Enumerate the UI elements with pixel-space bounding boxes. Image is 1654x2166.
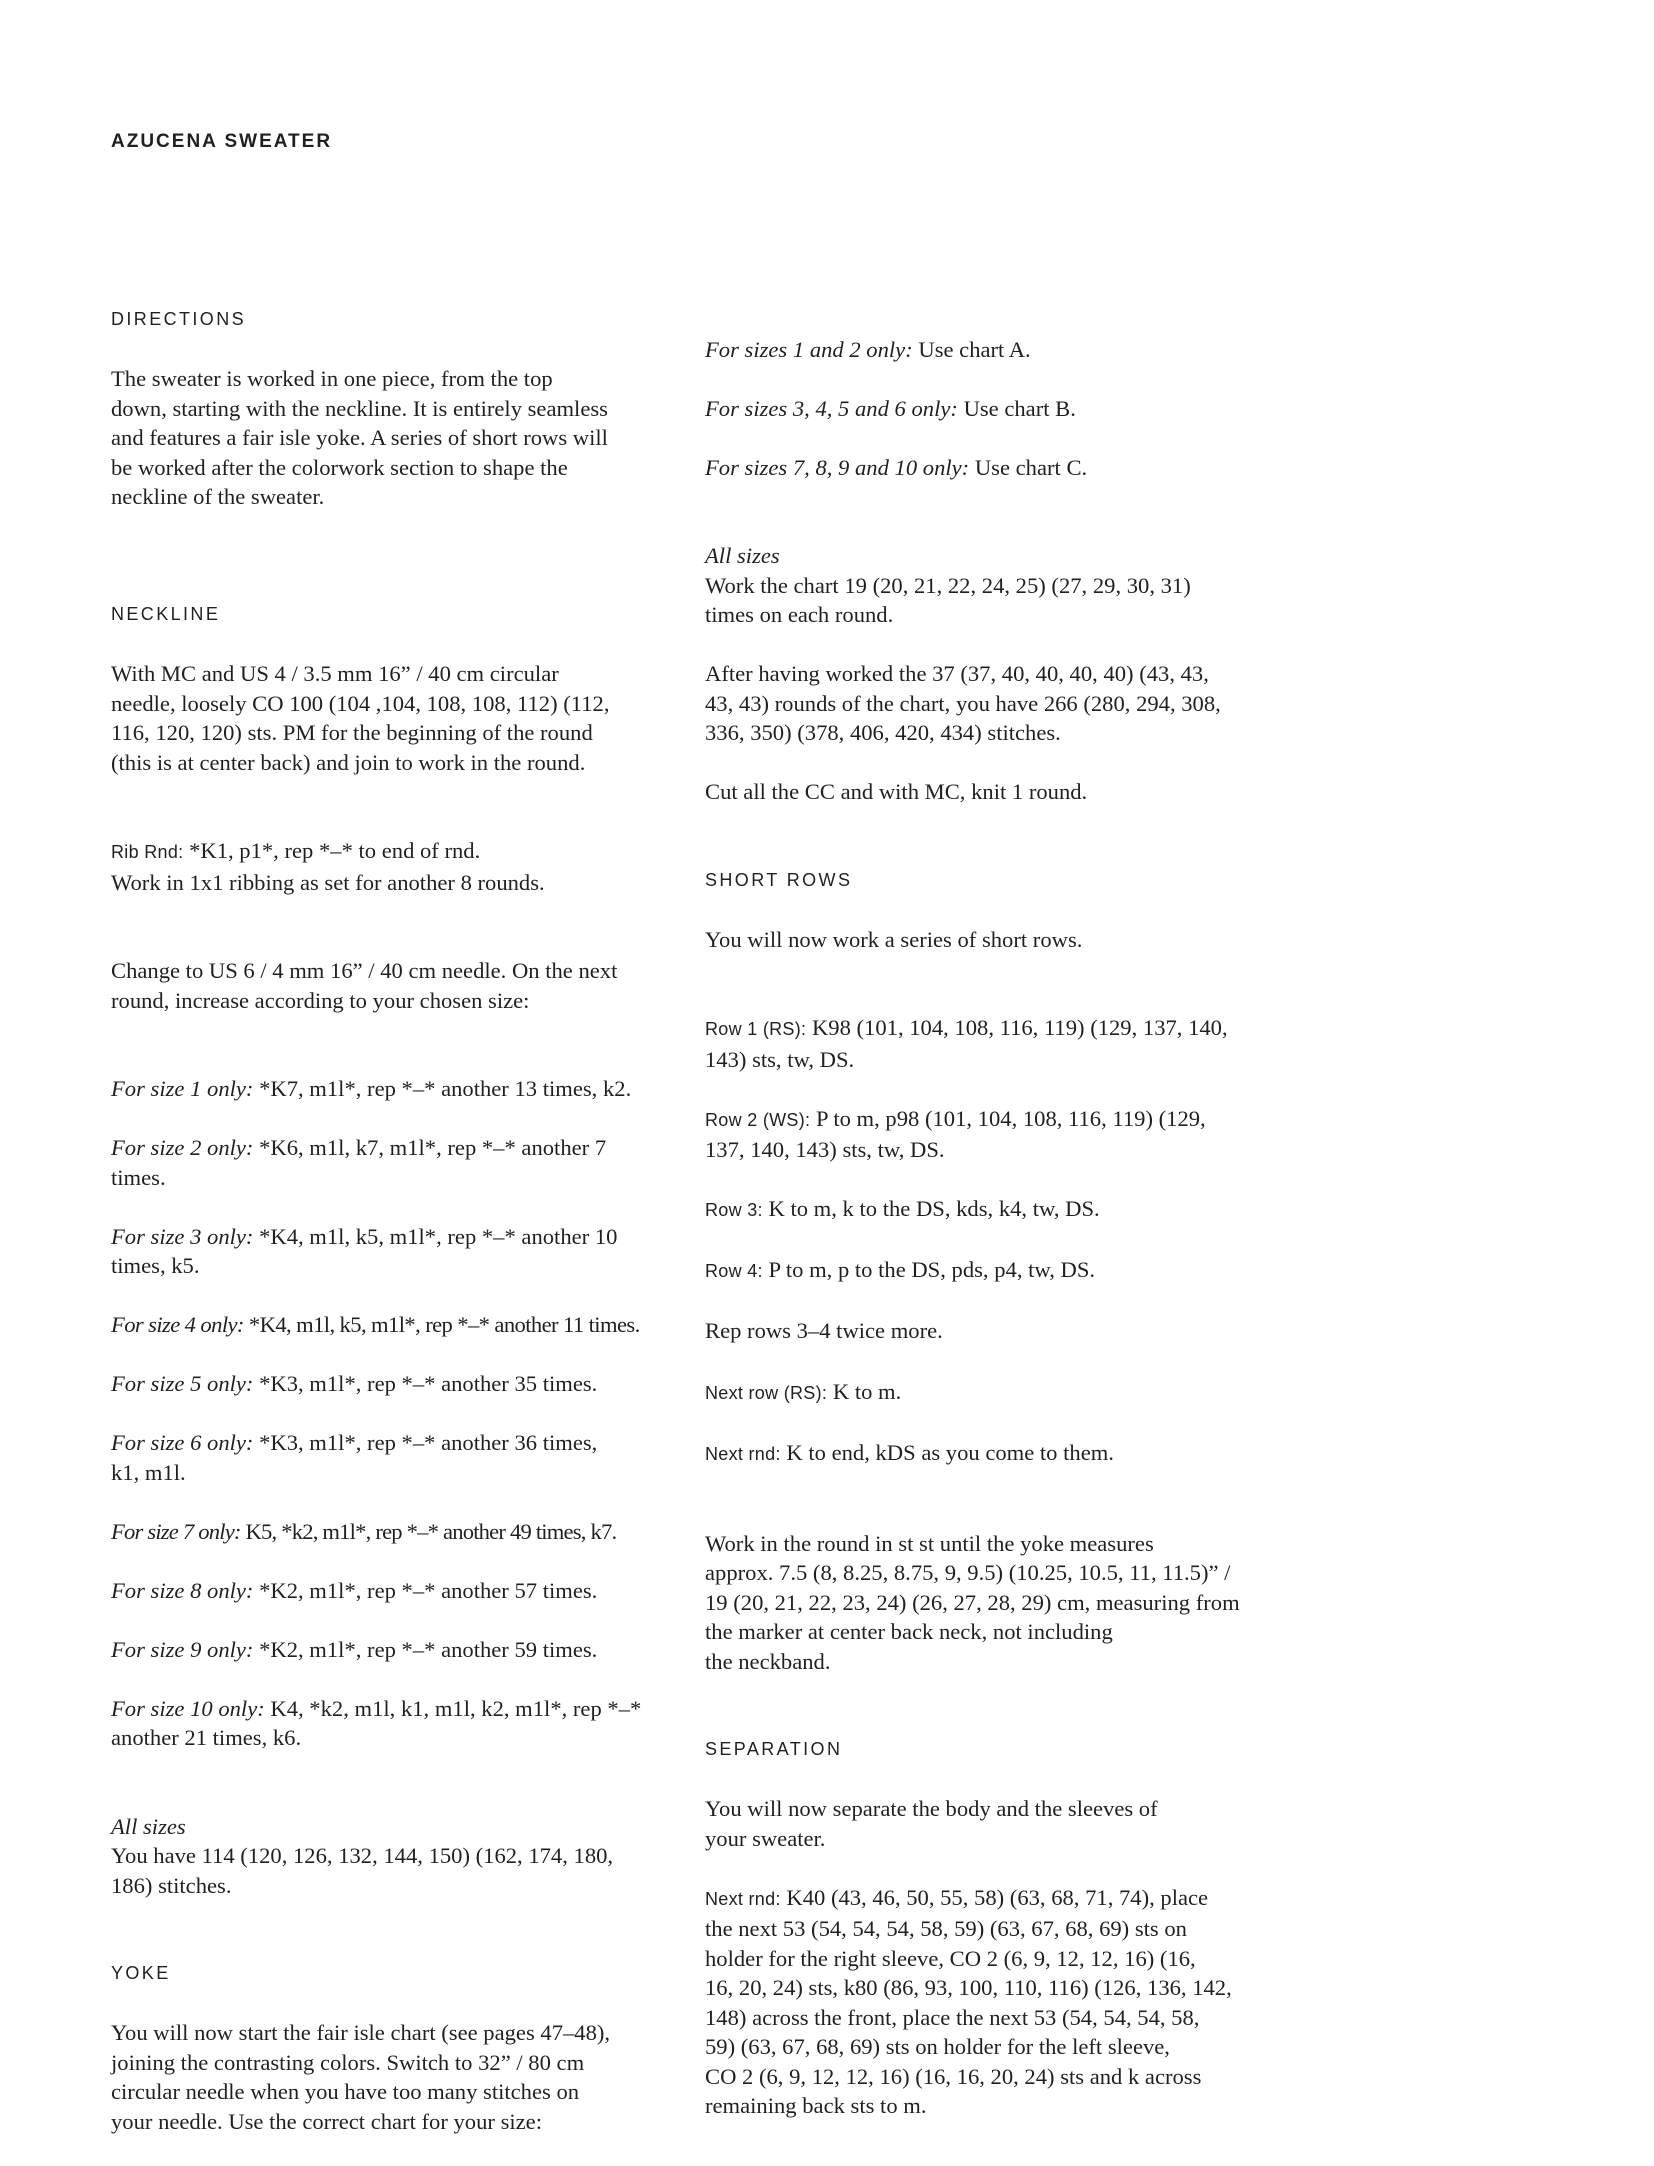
- size-increase-item: For size 3 only: *K4, m1l, k5, m1l*, rep *–* another 10 times, k5.: [111, 1223, 618, 1278]
- size-increase-item: For size 9 only: *K2, m1l*, rep *–* another 59 times.: [111, 1636, 598, 1662]
- left-column: [111, 305, 681, 2166]
- directions-heading: DIRECTIONS: [111, 309, 247, 329]
- all-sizes-label: All sizes: [705, 543, 780, 568]
- neckline-heading: NECKLINE: [111, 604, 221, 624]
- next-round-text: K40 (43, 46, 50, 55, 58) (63, 68, 71, 74), place the next 53 (54, 54, 54, 58, 59) (63, 67, 68, 69) sts on holder for the right sleeve, CO 2 (6, 9, 12, 12, 16) (16, 16, 20, 24) sts, k80 (86, 93, 100, 110, 116) (126, 136, 142, 148) across the front, place the next 53 (54, 54, 54, 58, 59) (63, 67, 68, 69) sts on holder for the left sleeve, CO 2 (6, 9, 12, 12, 16) (16, 16, 20, 24) sts and k across remaining back sts to m.: [705, 1884, 1232, 2118]
- size-increase-item: For size 2 only: *K6, m1l, k7, m1l*, rep *–* another 7 times.: [111, 1135, 607, 1190]
- size-increase-item: For size 7 only: K5, *k2, m1l*, rep *–* another 49 times, k7.: [111, 1518, 617, 1544]
- chart-selection-list: [705, 305, 1275, 512]
- right-column: [705, 305, 1275, 2150]
- yoke-heading: YOKE: [111, 1963, 171, 1983]
- chart-repeats-text: Work the chart 19 (20, 21, 22, 24, 25) (27, 29, 30, 31) times on each round.: [705, 572, 1191, 627]
- all-sizes-text: You have 114 (120, 126, 132, 144, 150) (162, 174, 180, 186) stitches.: [111, 1843, 614, 1898]
- short-row-item: Row 3: K to m, k to the DS, kds, k4, tw, DS.: [705, 1196, 1100, 1221]
- cut-cc-text: Cut all the CC and with MC, knit 1 round.: [705, 779, 1088, 804]
- short-rows-section: [705, 866, 1275, 1677]
- chart-repeats: [705, 541, 1275, 630]
- size-increase-item: For size 5 only: *K3, m1l*, rep *–* another 35 times.: [111, 1371, 598, 1396]
- size-increase-item: For size 4 only: *K4, m1l, k5, m1l*, rep *–* another 11 times.: [111, 1312, 640, 1337]
- directions-section: [111, 305, 681, 512]
- size-increase-item: For size 8 only: *K2, m1l*, rep *–* another 57 times.: [111, 1577, 598, 1603]
- needle-change-text: Change to US 6 / 4 mm 16” / 40 cm needle. On the next round, increase according to your chosen size:: [111, 958, 618, 1013]
- size-increase-list: [111, 1045, 681, 1783]
- rib-round-line2: Work in 1x1 ribbing as set for another 8 rounds.: [111, 869, 545, 895]
- yoke-section: [111, 1959, 681, 2136]
- chart-rounds-text: After having worked the 37 (37, 40, 40, 40, 40) (43, 43, 43, 43) rounds of the chart, you have 266 (280, 294, 308, 336, 350) (378, 406, 420, 434) stitches.: [705, 661, 1221, 745]
- neckline-cast-on-text: With MC and US 4 / 3.5 mm 16” / 40 cm circular needle, loosely CO 100 (104 ,104, 108, 108, 112) (112, 116, 120, 120) sts. PM for the beginning of the round (this is at center back) and join to work in the round.: [111, 661, 610, 775]
- separation-section: [705, 1735, 1275, 2121]
- rib-round-text: *K1, p1*, rep *–* to end of rnd.: [183, 838, 481, 863]
- separation-heading: SEPARATION: [705, 1739, 843, 1759]
- rib-round-instructions: [111, 807, 681, 927]
- short-row-item: Next row (RS): K to m.: [705, 1379, 902, 1404]
- directions-text: The sweater is worked in one piece, from the top down, starting with the neckline. It is entirely seamless and features a fair isle yoke. A series of short rows will be worked after the colorwork section to shape the neckline of the sweater.: [111, 366, 608, 509]
- rib-round-label: Rib Rnd:: [111, 842, 184, 862]
- next-round-label: Next rnd:: [705, 1888, 781, 1909]
- size-increase-item: For size 10 only: K4, *k2, m1l, k1, m1l, k2, m1l*, rep *–* another 21 times, k6.: [111, 1695, 642, 1750]
- short-rows-list: [705, 984, 1275, 1500]
- short-row-item: Row 1 (RS): K98 (101, 104, 108, 116, 119) (129, 137, 140, 143) sts, tw, DS.: [705, 1015, 1228, 1072]
- short-row-item: Row 2 (WS): P to m, p98 (101, 104, 108, 116, 119) (129, 137, 140, 143) sts, tw, DS.: [705, 1105, 1206, 1162]
- size-increase-item: For size 1 only: *K7, m1l*, rep *–* another 13 times, k2.: [111, 1076, 632, 1101]
- separation-intro: You will now separate the body and the sleeves of your sweater.: [705, 1796, 1158, 1851]
- short-row-item: Rep rows 3–4 twice more.: [705, 1318, 943, 1343]
- size-increase-item: For size 6 only: *K3, m1l*, rep *–* another 36 times, k1, m1l.: [111, 1430, 598, 1485]
- chart-selection-item: For sizes 3, 4, 5 and 6 only: Use chart B.: [705, 395, 1076, 421]
- yoke-text: You will now start the fair isle chart (see pages 47–48), joining the contrasting colors. Switch to 32” / 80 cm circular needle when you have too many stitches on your needle. Use the correct chart for your size:: [111, 2020, 611, 2134]
- all-sizes-label: All sizes: [111, 1813, 186, 1839]
- all-sizes-stitch-count: [111, 1812, 681, 1901]
- chart-selection-item: For sizes 7, 8, 9 and 10 only: Use chart C.: [705, 454, 1088, 480]
- short-rows-intro: You will now work a series of short rows.: [705, 926, 1083, 952]
- short-row-item: Next rnd: K to end, kDS as you come to them.: [705, 1440, 1114, 1465]
- page-title: AZUCENA SWEATER: [111, 131, 333, 152]
- yoke-length-text: Work in the round in st st until the yoke measures approx. 7.5 (8, 8.25, 8.75, 9, 9.5) (10.25, 10.5, 11, 11.5)” / 19 (20, 21, 22, 23, 24) (26, 27, 28, 29) cm, measuring from the marker at center back neck, not including the neckband.: [705, 1530, 1240, 1674]
- short-rows-heading: SHORT ROWS: [705, 869, 853, 890]
- neckline-section: [111, 600, 681, 1900]
- separation-next-round: [705, 1883, 1275, 2121]
- chart-selection-item: For sizes 1 and 2 only: Use chart A.: [705, 336, 1031, 362]
- short-row-item: Row 4: P to m, p to the DS, pds, p4, tw, DS.: [705, 1257, 1096, 1282]
